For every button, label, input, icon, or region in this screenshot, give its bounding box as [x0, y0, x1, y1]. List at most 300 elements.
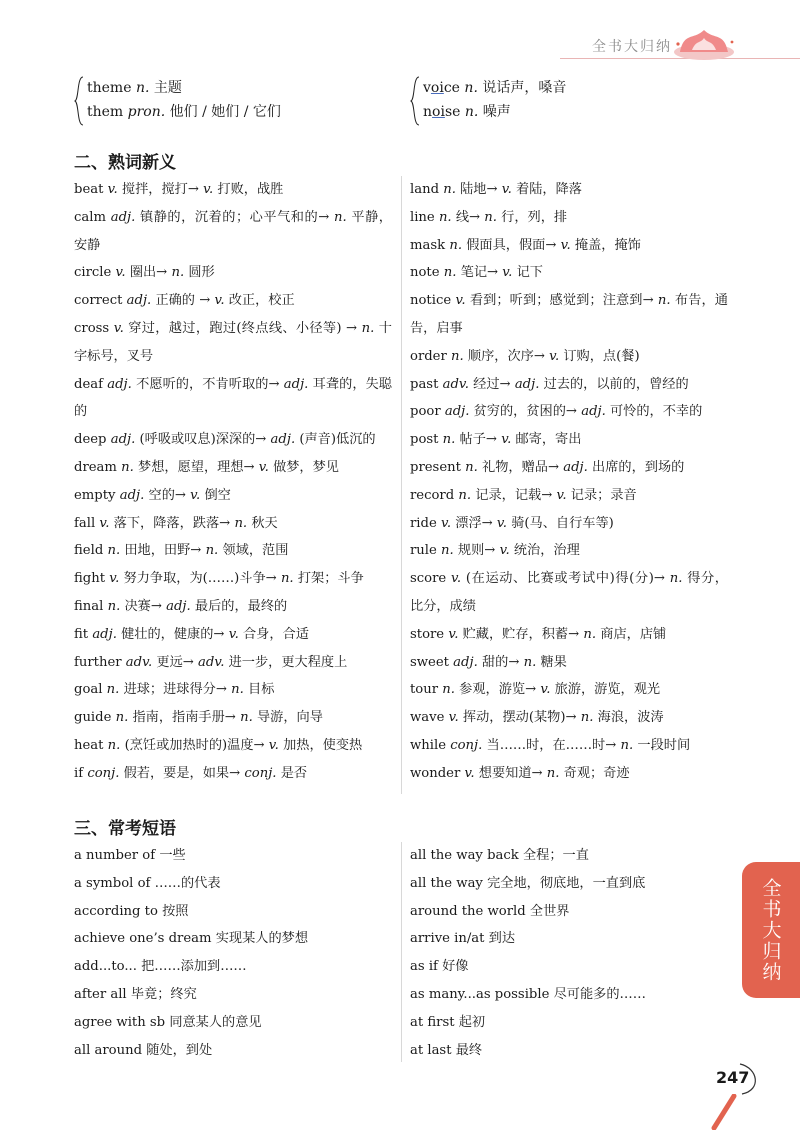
entry-meaning: 按照: [162, 903, 189, 919]
part-of-speech: adj.: [110, 432, 136, 448]
entry-meaning: 假面具，假面→: [466, 237, 557, 253]
part-of-speech: adj.: [581, 404, 606, 420]
entry-word: after all: [74, 986, 127, 1002]
list-item: [410, 454, 728, 482]
entry-word: add...to...: [74, 959, 137, 975]
entry-meaning: 搅拌，搅打→: [121, 182, 199, 197]
pair-entry: [423, 100, 566, 124]
entry-meaning: 领域，范围: [222, 543, 289, 559]
entry-word: field: [74, 543, 104, 559]
part-of-speech: adj.: [283, 376, 309, 392]
entry-word: fight: [74, 571, 106, 587]
entry-meaning: 想要知道→: [478, 765, 543, 781]
entry-word: present: [410, 459, 461, 475]
list-item: [410, 842, 732, 870]
entry-meaning: 起初: [458, 1014, 486, 1030]
part-of-speech: n.: [580, 710, 594, 726]
entry-word: deep: [74, 432, 107, 448]
list-item: [74, 953, 396, 981]
entry-meaning: 落下，降落，跌落→: [113, 515, 231, 531]
entry-meaning: 不愿听的，不肯听取的→: [136, 376, 280, 392]
list-item: [74, 898, 396, 926]
entry-meaning: 记下: [516, 265, 543, 281]
accent-stroke-icon: [704, 1094, 744, 1130]
entry-word: score: [410, 571, 447, 587]
list-item: [74, 454, 392, 482]
part-of-speech: adj.: [107, 376, 132, 392]
entry-meaning: 做梦，梦见: [273, 459, 339, 475]
entry-word: sweet: [410, 654, 449, 670]
underlined-letters: oi: [430, 80, 444, 96]
part-of-speech: n.: [234, 515, 248, 531]
part-of-speech: v.: [203, 182, 214, 197]
entry-meaning: 打架；斗争: [297, 571, 364, 587]
entry-meaning: 订购，点(餐): [563, 348, 640, 364]
list-item: [410, 704, 728, 732]
entry-meaning: 实现某人的梦想: [215, 931, 309, 947]
entry-word: while: [410, 737, 447, 753]
entry-meaning: 糖果: [540, 654, 567, 670]
part-of-speech: n.: [231, 682, 244, 698]
list-item: [74, 482, 392, 510]
header-label: 全书大归纳: [592, 39, 672, 55]
pair-entry: [87, 76, 281, 100]
part-of-speech: n.: [280, 571, 294, 587]
part-of-speech: adv.: [125, 654, 153, 670]
part-of-speech: n.: [115, 710, 129, 726]
entry-meaning: 导游，向导: [256, 710, 323, 726]
entry-meaning: 平静，安静: [74, 209, 392, 253]
part-of-speech: n.: [107, 598, 121, 614]
entry-meaning: 尽可能多的……: [553, 986, 646, 1002]
list-item: [74, 870, 396, 898]
entry-meaning: 决赛→: [124, 598, 162, 614]
list-item: [74, 1037, 396, 1065]
entry-meaning: 改正，校正: [228, 293, 295, 309]
entry-word: store: [410, 626, 445, 642]
entry-meaning: (在运动、比赛或考试中)得(分)→: [465, 571, 665, 587]
entry-word: record: [410, 487, 455, 503]
entry-meaning: 得分，比分，成绩: [410, 571, 728, 614]
entry-meaning: 规则→: [457, 543, 496, 559]
part-of-speech: n.: [583, 626, 597, 642]
part-of-speech: adj.: [110, 209, 136, 225]
part-of-speech: n.: [657, 293, 671, 309]
part-of-speech: n.: [240, 710, 253, 726]
list-item: [74, 510, 392, 538]
list-item: [410, 176, 728, 204]
entry-meaning: 是否: [280, 765, 308, 781]
entry-word: correct: [74, 293, 123, 309]
pair-group-2: [410, 76, 566, 124]
part-of-speech: n.: [443, 265, 457, 281]
part-of-speech: n.: [441, 543, 454, 559]
list-item: [410, 621, 728, 649]
entry-meaning: 商店，店铺: [600, 626, 667, 642]
entry-meaning: 全程；一直: [522, 848, 589, 863]
list-item: [74, 371, 392, 427]
list-item: [410, 204, 728, 232]
part-of-speech: adj.: [270, 432, 296, 448]
entry-meaning: 空的→: [148, 487, 186, 503]
entry-meaning: 线→: [455, 209, 481, 225]
entry-word: post: [410, 432, 439, 448]
part-of-speech: v.: [440, 515, 452, 531]
part-of-speech: adj.: [453, 654, 478, 670]
list-item: [410, 953, 732, 981]
part-of-speech: n.: [449, 237, 463, 253]
phrases-left-column: [74, 842, 396, 1064]
part-of-speech: n.: [171, 265, 185, 281]
list-item: [74, 426, 392, 454]
part-of-speech: v.: [501, 432, 512, 448]
part-of-speech: adv.: [442, 376, 469, 392]
entry-meaning: 秋天: [251, 515, 278, 531]
entry-meaning: 骑(马、自行车等): [511, 515, 614, 531]
entry-meaning: 挥动，摆动(某物)→: [462, 710, 577, 726]
pair-entry: [423, 76, 566, 100]
part-of-speech: n.: [451, 348, 464, 364]
entry-meaning: 镇静的，沉着的；心平气和的→: [140, 209, 330, 225]
part-of-speech: adj.: [563, 459, 588, 475]
part-of-speech: n.: [121, 459, 134, 475]
part-of-speech: n.: [135, 80, 150, 96]
part-of-speech: v.: [560, 237, 571, 253]
entry-meaning: 梦想，愿望，理想→: [138, 459, 255, 475]
entry-word: notice: [410, 293, 452, 309]
entry-word: mask: [410, 237, 446, 253]
part-of-speech: adj.: [119, 487, 145, 503]
list-item: [410, 649, 728, 677]
entry-meaning: 最后的，最终的: [194, 598, 288, 614]
entry-word: voice: [423, 80, 460, 96]
entry-meaning: 更远→: [156, 654, 194, 670]
entry-word: beat: [74, 182, 104, 197]
entry-meaning: 穿过，越过，跑过(终点线、小径等) →: [128, 320, 358, 336]
list-item: [74, 287, 392, 315]
entry-word: note: [410, 265, 440, 281]
entry-meaning: 同意某人的意见: [169, 1014, 262, 1030]
list-item: [410, 259, 728, 287]
entry-meaning: 海浪，波涛: [597, 710, 664, 726]
entry-word: circle: [74, 265, 112, 281]
list-item: [410, 398, 728, 426]
brace-icon: [74, 76, 84, 126]
new-meanings-right-column: [410, 176, 728, 788]
entry-meaning: 正确的 →: [155, 293, 211, 309]
entry-meaning: 记录；录音: [570, 487, 637, 503]
part-of-speech: n.: [106, 682, 120, 698]
entry-word: wave: [410, 710, 445, 726]
list-item: [74, 760, 392, 788]
list-item: [74, 981, 396, 1009]
part-of-speech: n.: [361, 320, 375, 336]
entry-word: a symbol of: [74, 875, 151, 891]
entry-word: a number of: [74, 848, 156, 863]
list-item: [74, 1009, 396, 1037]
list-item: [410, 426, 728, 454]
part-of-speech: n.: [523, 654, 537, 670]
part-of-speech: v.: [502, 265, 513, 281]
section-title-phrases: 三、常考短语: [74, 819, 176, 839]
entry-word: arrive in/at: [410, 931, 485, 947]
entry-meaning: 甜的→: [481, 654, 520, 670]
part-of-speech: adj.: [126, 293, 152, 309]
pair-entry: [87, 100, 281, 124]
list-item: [74, 925, 396, 953]
entry-word: at last: [410, 1042, 452, 1058]
part-of-speech: adj.: [166, 598, 191, 614]
entry-meaning: 漂浮→: [455, 515, 493, 531]
part-of-speech: conj.: [450, 737, 483, 753]
entry-meaning: 目标: [248, 682, 275, 698]
entry-meaning: 统治，治理: [513, 543, 580, 559]
entry-meaning: (呼吸或叹息)深深的→: [139, 432, 267, 448]
part-of-speech: n.: [546, 765, 560, 781]
entry-meaning: 主题: [153, 80, 182, 96]
list-item: [410, 287, 728, 343]
entry-meaning: 十字标号，叉号: [74, 320, 392, 364]
entry-meaning: (烹饪或加热时的)温度→: [124, 737, 265, 753]
part-of-speech: pron.: [127, 104, 166, 120]
entry-word: rule: [410, 543, 437, 559]
list-item: [74, 204, 392, 260]
entry-meaning: 帖子→: [459, 432, 497, 448]
entry-word: all around: [74, 1042, 143, 1058]
entry-meaning: 奇观；奇迹: [563, 765, 630, 781]
entry-word: calm: [74, 209, 106, 225]
entry-meaning: 假若，要是，如果→: [123, 765, 241, 781]
entry-word: dream: [74, 459, 117, 475]
part-of-speech: adj.: [92, 626, 117, 642]
entry-meaning: 努力争取，为(……)斗争→: [123, 571, 277, 587]
entry-word: as if: [410, 959, 438, 975]
part-of-speech: v.: [107, 182, 118, 197]
entry-meaning: 一些: [159, 848, 186, 863]
entry-meaning: 顺序，次序→: [467, 348, 545, 364]
part-of-speech: v.: [556, 487, 567, 503]
part-of-speech: n.: [669, 571, 683, 587]
part-of-speech: v.: [549, 348, 560, 364]
entry-meaning: (声音)低沉的: [299, 432, 376, 448]
entry-meaning: 说话声，嗓音: [482, 80, 567, 96]
entry-word: noise: [423, 104, 461, 120]
entry-word: further: [74, 654, 122, 670]
list-item: [74, 704, 392, 732]
list-item: [74, 593, 392, 621]
part-of-speech: conj.: [87, 765, 120, 781]
crown-ornament-icon: [672, 22, 736, 64]
entry-meaning: 他们 / 她们 / 它们: [169, 104, 281, 120]
entry-word: order: [410, 348, 447, 364]
list-item: [410, 925, 732, 953]
page-number: 247: [716, 1068, 750, 1087]
entry-word: line: [410, 209, 435, 225]
entry-meaning: 加热，使变热: [283, 737, 363, 753]
entry-word: past: [410, 376, 439, 392]
new-meanings-left-column: [74, 176, 392, 788]
part-of-speech: v.: [268, 737, 279, 753]
part-of-speech: v.: [540, 682, 551, 698]
list-item: [410, 870, 732, 898]
entry-meaning: 笔记→: [460, 265, 499, 281]
column-divider: [401, 176, 402, 794]
entry-meaning: 到达: [488, 931, 516, 947]
entry-meaning: 过去的，以前的，曾经的: [543, 376, 689, 392]
entry-word: agree with sb: [74, 1014, 166, 1030]
entry-meaning: 完全地，彻底地，一直到底: [487, 875, 646, 891]
section-title-new-meanings: 二、熟词新义: [74, 153, 176, 173]
entry-meaning: 最终: [455, 1042, 483, 1058]
list-item: [74, 621, 392, 649]
part-of-speech: n.: [107, 737, 121, 753]
entry-word: cross: [74, 320, 110, 336]
entry-word: according to: [74, 903, 158, 919]
list-item: [74, 842, 396, 870]
entry-meaning: 合身，合适: [242, 626, 309, 642]
entry-meaning: 邮寄，寄出: [515, 432, 582, 448]
entry-meaning: 倒空: [204, 487, 231, 503]
part-of-speech: n.: [458, 487, 472, 503]
entry-meaning: 旅游，游览，观光: [554, 682, 661, 698]
side-tab: 全书大归纳: [742, 862, 800, 998]
part-of-speech: n.: [107, 543, 121, 559]
entry-meaning: 布告，通告，启事: [410, 293, 728, 336]
part-of-speech: conj.: [244, 765, 277, 781]
list-item: [74, 176, 392, 204]
entry-meaning: 打败，战胜: [217, 182, 284, 197]
entry-meaning: 指南，指南手册→: [132, 710, 236, 726]
list-item: [410, 760, 728, 788]
list-item: [410, 981, 732, 1009]
part-of-speech: v.: [451, 571, 462, 587]
entry-meaning: 全世界: [529, 903, 570, 919]
entry-word: achieve one’s dream: [74, 931, 212, 947]
entry-word: as many...as possible: [410, 986, 550, 1002]
entry-meaning: 好像: [442, 959, 469, 975]
entry-meaning: 一段时间: [637, 737, 691, 753]
part-of-speech: v.: [448, 626, 459, 642]
entry-meaning: 陆地→: [460, 182, 498, 197]
list-item: [410, 510, 728, 538]
entry-meaning: 健壮的，健康的→: [121, 626, 225, 642]
part-of-speech: v.: [190, 487, 201, 503]
list-item: [74, 315, 392, 371]
part-of-speech: n.: [443, 182, 456, 197]
entry-meaning: 出席的，到场的: [592, 459, 685, 475]
brace-icon: [410, 76, 420, 126]
entry-word: ride: [410, 515, 437, 531]
part-of-speech: adj.: [514, 376, 540, 392]
entry-word: fall: [74, 515, 96, 531]
pair-group-1: [74, 76, 281, 124]
part-of-speech: v.: [258, 459, 269, 475]
entry-meaning: 把……添加到……: [141, 959, 247, 975]
entry-word: all the way: [410, 875, 483, 891]
entry-meaning: ……的代表: [154, 875, 221, 891]
list-item: [410, 343, 728, 371]
entry-word: empty: [74, 487, 116, 503]
entry-word: at first: [410, 1014, 455, 1030]
entry-meaning: 进球；进球得分→: [123, 682, 227, 698]
part-of-speech: n.: [484, 209, 497, 225]
entry-meaning: 随处，到处: [146, 1042, 213, 1058]
entry-meaning: 参观，游览→: [459, 682, 537, 698]
entry-meaning: 掩盖，掩饰: [574, 237, 641, 253]
part-of-speech: v.: [499, 543, 510, 559]
part-of-speech: v.: [448, 710, 459, 726]
list-item: [410, 732, 728, 760]
part-of-speech: n.: [333, 209, 347, 225]
entry-word: final: [74, 598, 104, 614]
part-of-speech: v.: [115, 265, 126, 281]
entry-meaning: 行，列，排: [501, 209, 568, 225]
entry-meaning: 圈出→: [129, 265, 168, 281]
entry-meaning: 看到；听到；感觉到；注意到→: [469, 293, 654, 309]
entry-meaning: 贫穷的，贫困的→: [473, 404, 577, 420]
list-item: [410, 482, 728, 510]
part-of-speech: n.: [205, 543, 219, 559]
list-item: [410, 371, 728, 399]
entry-word: deaf: [74, 376, 103, 392]
entry-meaning: 经过→: [473, 376, 511, 392]
entry-word: heat: [74, 737, 104, 753]
entry-meaning: 记录，记载→: [475, 487, 553, 503]
entry-word: land: [410, 182, 440, 197]
part-of-speech: adv.: [198, 654, 225, 670]
list-item: [74, 565, 392, 593]
entry-word: around the world: [410, 903, 526, 919]
list-item: [74, 732, 392, 760]
entry-word: fit: [74, 626, 89, 642]
list-item: [410, 1037, 732, 1065]
entry-meaning: 田地，田野→: [124, 543, 202, 559]
part-of-speech: v.: [113, 320, 124, 336]
part-of-speech: v.: [228, 626, 239, 642]
part-of-speech: n.: [442, 682, 455, 698]
phrases-right-column: [410, 842, 732, 1064]
entry-meaning: 贮藏，贮存，积蓄→: [462, 626, 580, 642]
list-item: [74, 649, 392, 677]
part-of-speech: n.: [464, 80, 478, 96]
entry-word: poor: [410, 404, 441, 420]
part-of-speech: v.: [109, 571, 120, 587]
entry-word: if: [74, 765, 84, 781]
entry-word: wonder: [410, 765, 461, 781]
page-number-arc-icon: [736, 1062, 766, 1096]
part-of-speech: n.: [465, 459, 478, 475]
part-of-speech: v.: [99, 515, 110, 531]
part-of-speech: adj.: [444, 404, 470, 420]
list-item: [410, 537, 728, 565]
list-item: [410, 565, 728, 621]
underlined-letters: oi: [432, 104, 445, 120]
entry-meaning: 着陆，降落: [516, 182, 582, 197]
part-of-speech: n.: [464, 104, 479, 120]
entry-meaning: 毕竟；终究: [130, 986, 197, 1002]
entry-meaning: 圆形: [188, 265, 215, 281]
entry-word: all the way back: [410, 848, 519, 863]
list-item: [410, 1009, 732, 1037]
part-of-speech: n.: [442, 432, 456, 448]
entry-word: goal: [74, 682, 103, 698]
part-of-speech: n.: [438, 209, 452, 225]
list-item: [410, 676, 728, 704]
part-of-speech: v.: [496, 515, 507, 531]
part-of-speech: n.: [620, 737, 634, 753]
entry-meaning: 礼物，赠品→: [482, 459, 560, 475]
entry-meaning: 噪声: [482, 104, 511, 120]
